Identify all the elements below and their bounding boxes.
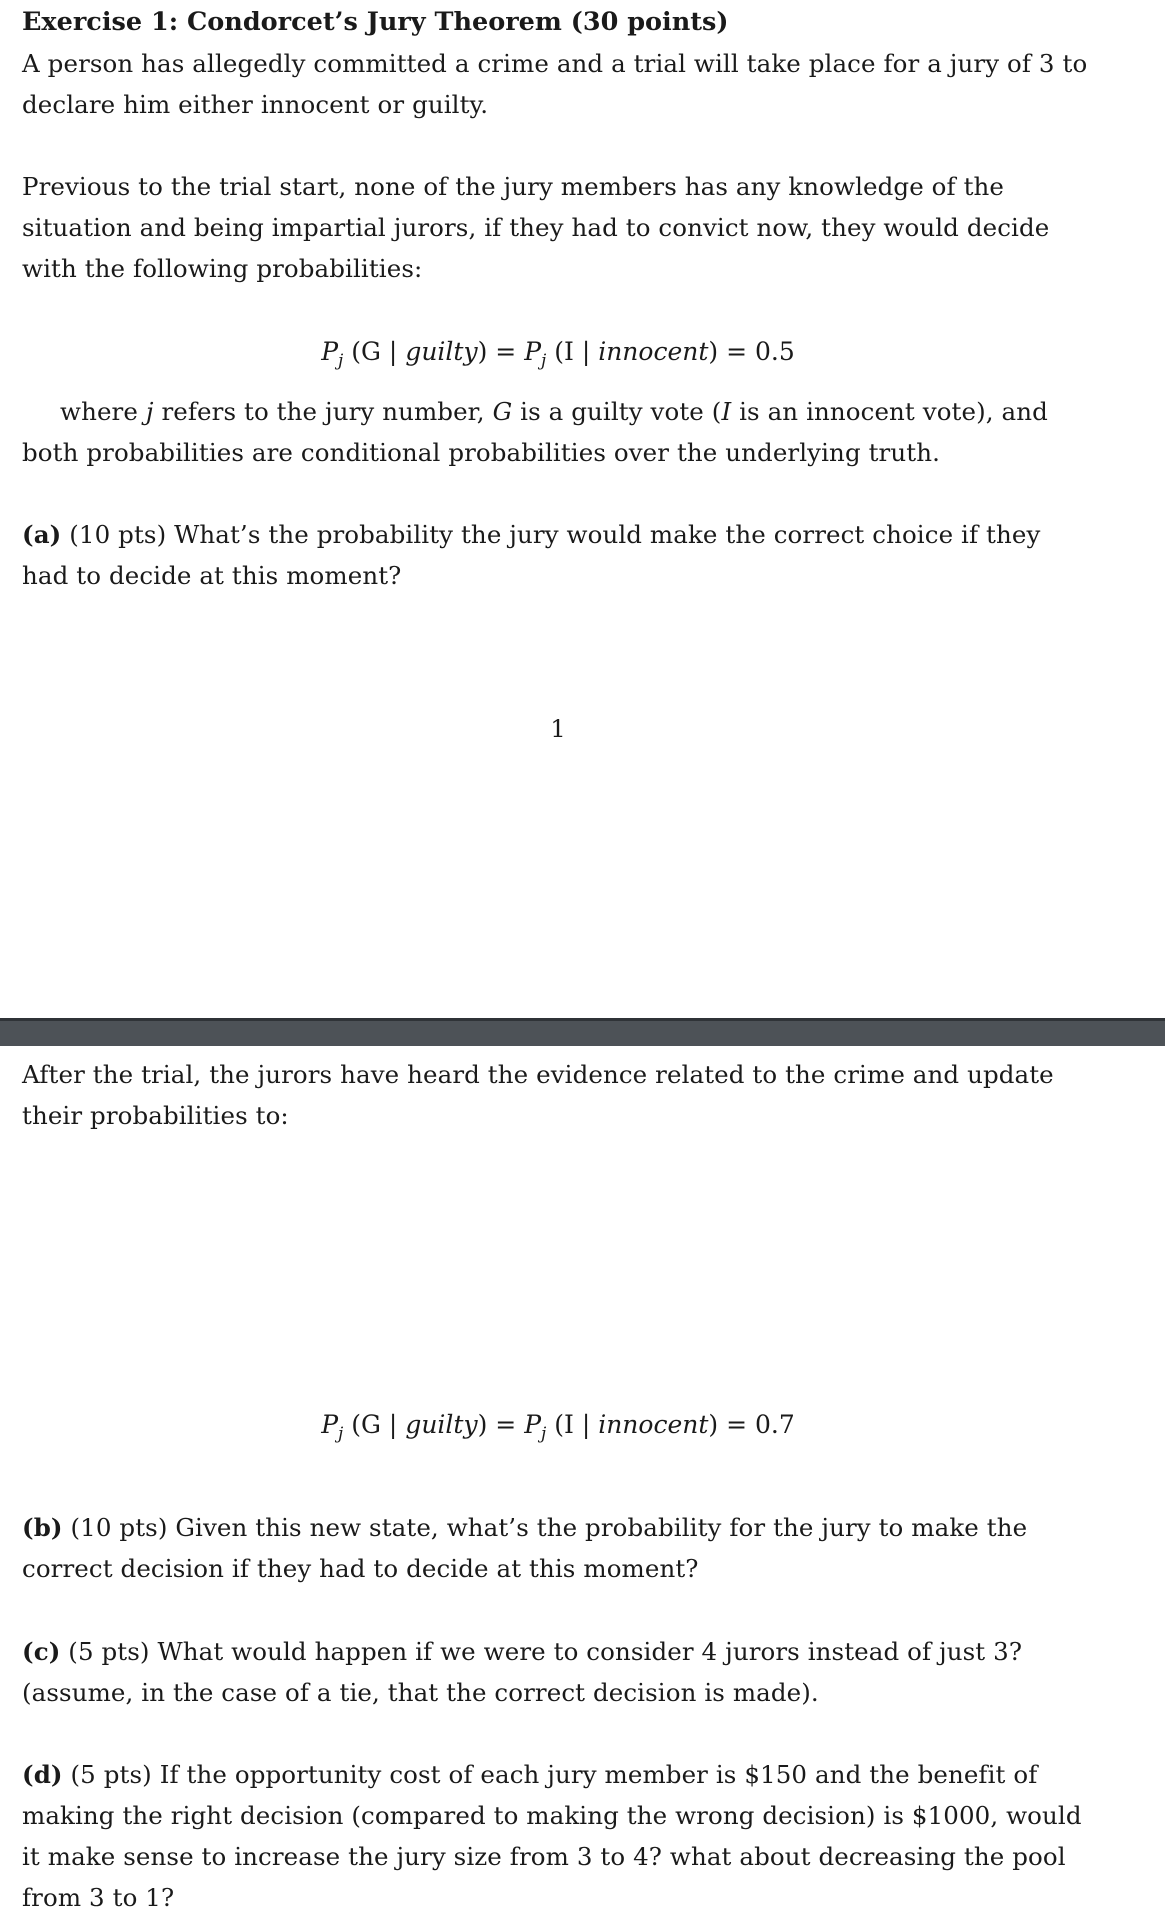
page-separator — [0, 1018, 1165, 1046]
equation-after-value: 0.7 — [755, 1410, 795, 1439]
question-d-label: (d) — [22, 1760, 63, 1789]
after-paragraph: After the trial, the jurors have heard the evidence related to the crime and update their probabilities to: — [22, 1060, 1054, 1130]
document-page-2 — [0, 1046, 1165, 1876]
question-c-label: (c) — [22, 1637, 61, 1666]
equation-before-trial: $P_j$ (G | guilty) = $P_j$ (I | innocent) = 0.5 — [321, 337, 795, 371]
page-number: 1 — [550, 715, 566, 743]
question-a-label: (a) — [22, 520, 62, 549]
equation-before-value: 0.5 — [755, 337, 795, 366]
equation-after-trial: $P_j$ (G | guilty) = $P_j$ (I | innocent) = 0.7 — [321, 1410, 795, 1444]
question-c: (c) (5 pts) What would happen if we were to consider 4 jurors instead of just 3? (assume, in the case of a tie, that the correct decision is made). — [22, 1637, 1023, 1707]
question-b: (b) (10 pts) Given this new state, what’s the probability for the jury to make the correct decision if they had to decide at this moment? — [22, 1513, 1028, 1583]
exercise-title: Exercise 1: Condorcet’s Jury Theorem (30 points) — [22, 7, 729, 37]
intro-paragraph: A person has allegedly committed a crime and a trial will take place for a jury of 3 to declare him either innocent or guilty. — [22, 49, 1088, 119]
question-a: (a) (10 pts) What’s the probability the jury would make the correct choice if they had to decide at this moment? — [22, 520, 1041, 590]
previous-paragraph: Previous to the trial start, none of the jury members has any knowledge of the situation and being impartial jurors, if they had to convict now, they would decide with the following probabilities: — [22, 172, 1050, 283]
question-b-label: (b) — [22, 1513, 63, 1542]
question-d: (d) (5 pts) If the opportunity cost of each jury member is $150 and the benefit of making the right decision (compared to making the wrong decision) is $1000, would it make sense to increase the jury size from 3 to 4? what about decreasing the pool from 3 to 1? — [22, 1760, 1082, 1912]
where-paragraph: where j refers to the jury number, G is a guilty vote (I is an innocent vote), and both probabilities are conditional probabilities over the underlying truth. — [22, 397, 1048, 467]
